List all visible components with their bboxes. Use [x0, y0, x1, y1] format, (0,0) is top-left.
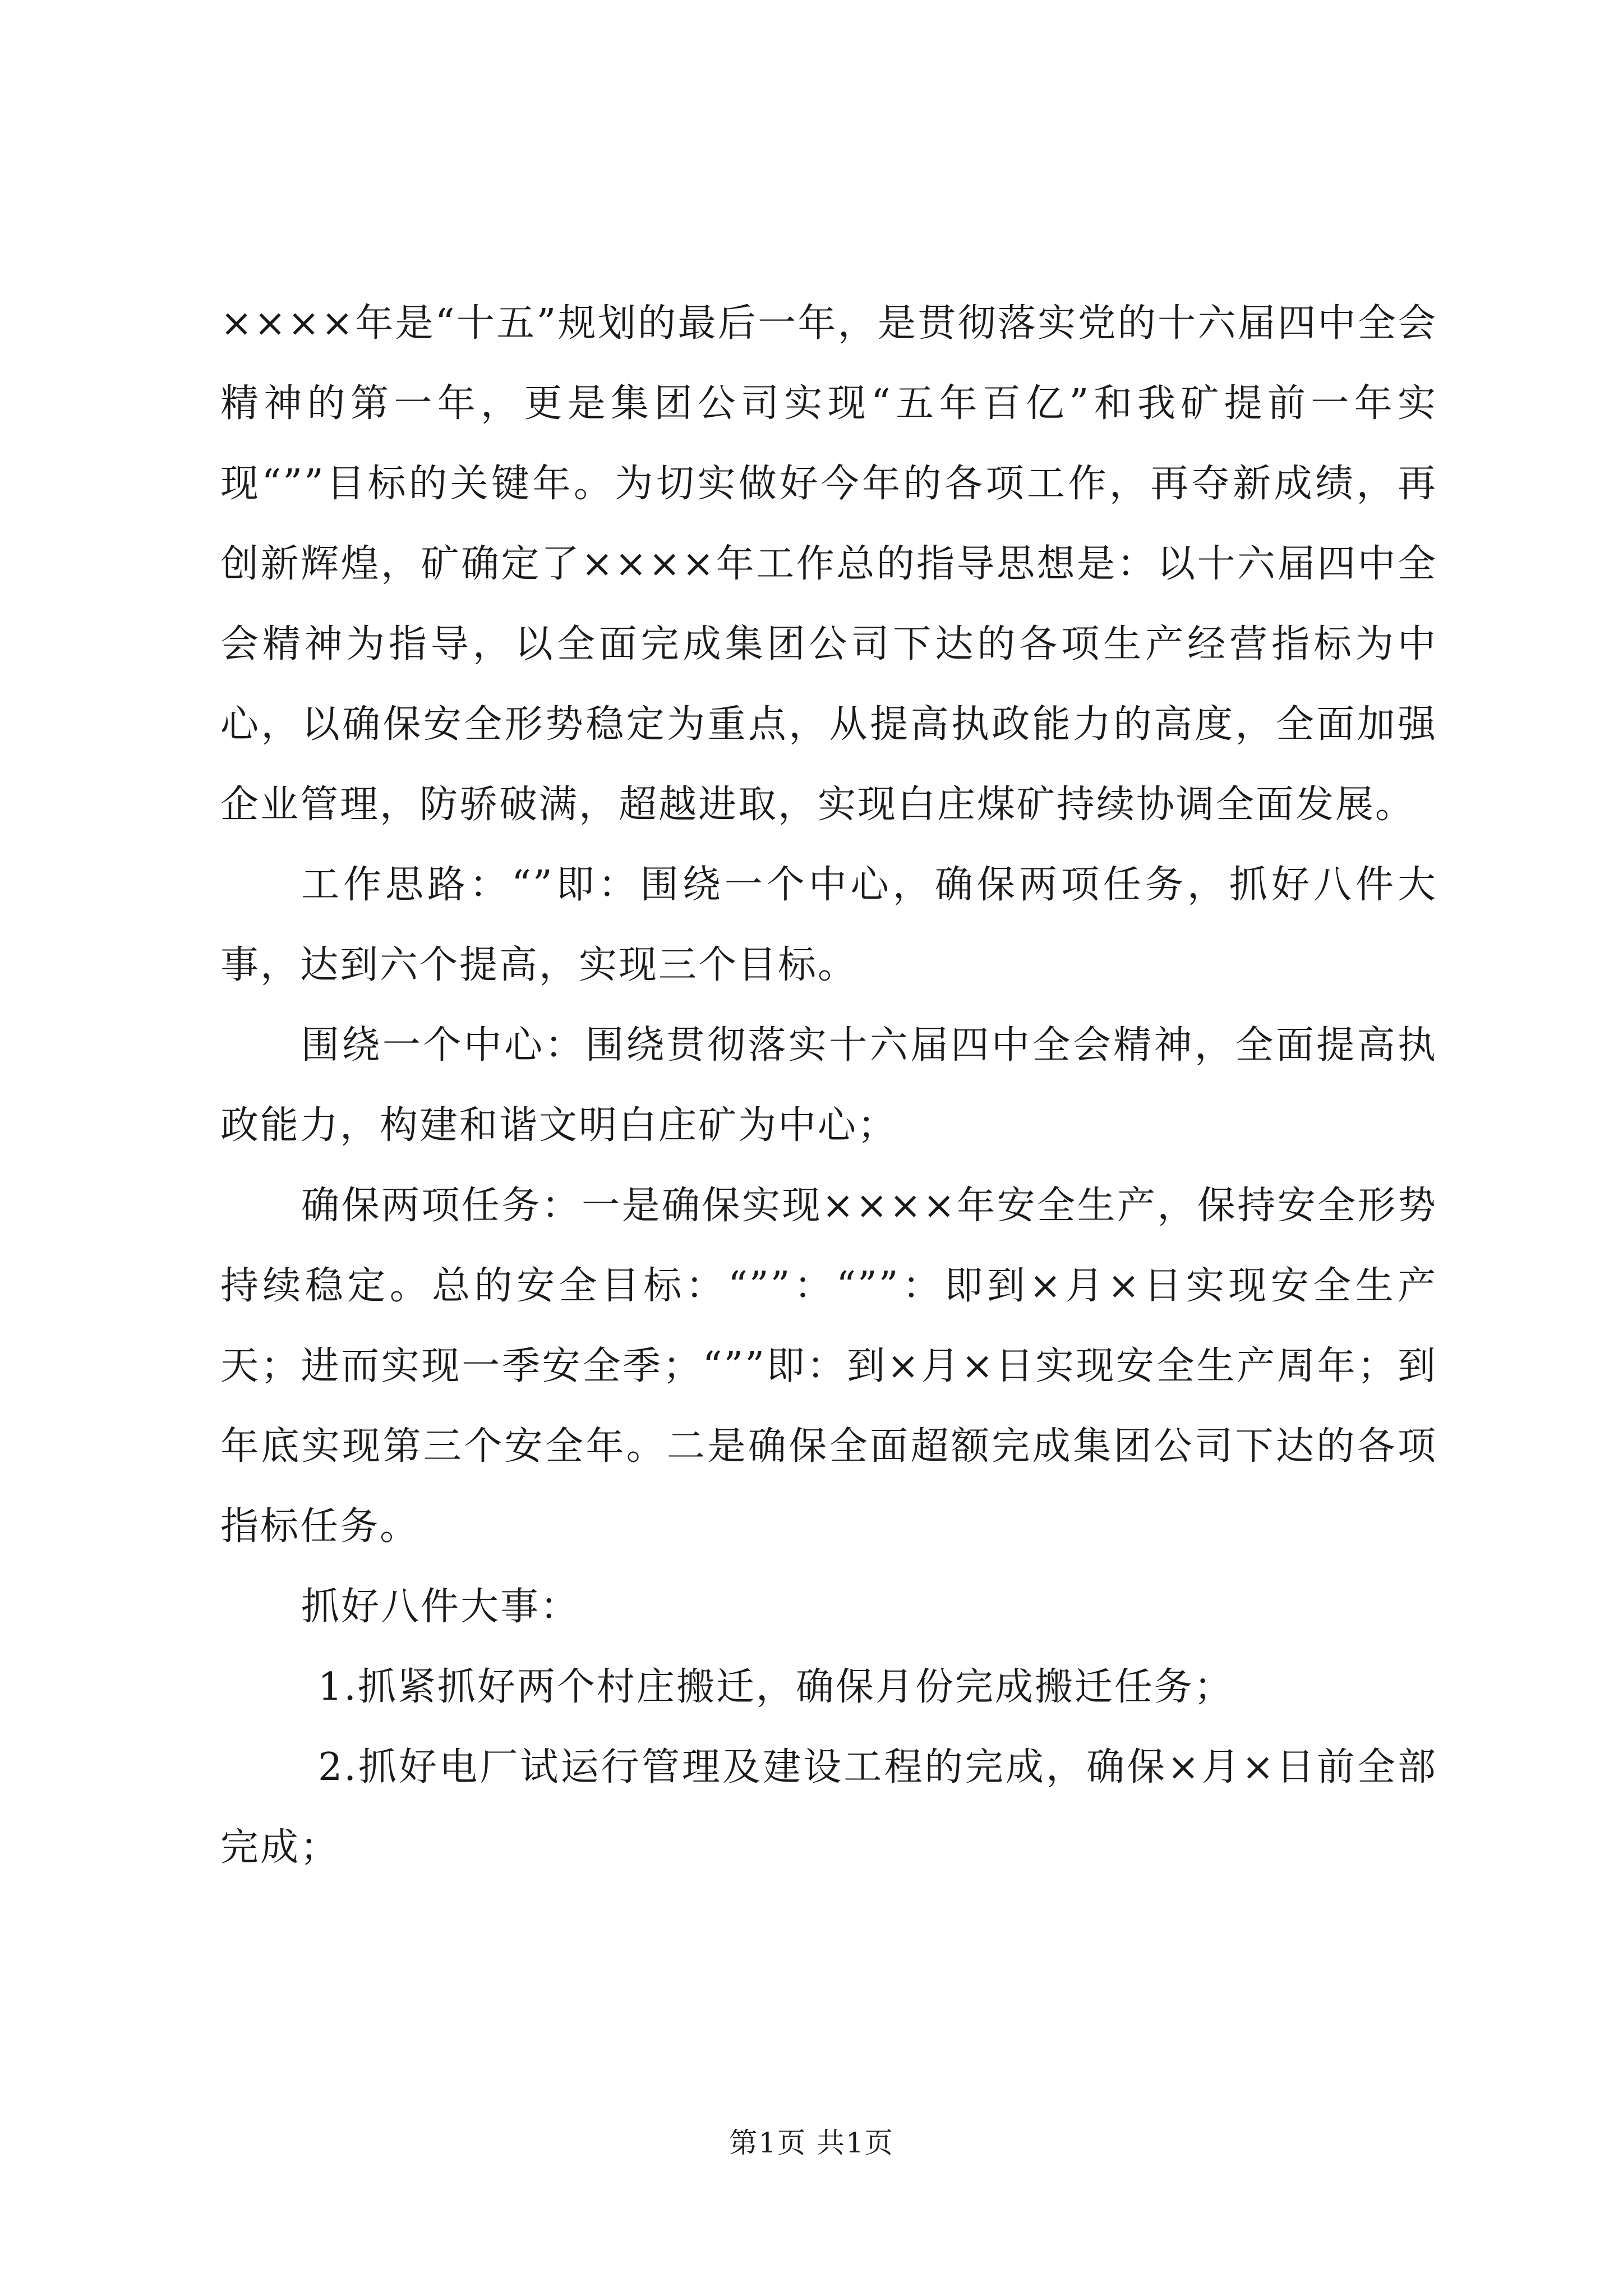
paragraph-two-tasks: 确保两项任务：一是确保实现××××年安全生产，保持安全形势持续稳定。总的安全目标：“””：“””：即到×月×日实现安全生产天；进而实现一季安全季；“””即：到×月×日实现安全生产周年；到年底实现第三个安全年。二是确保全面超额完成集团公司下达的各项指标任务。: [220, 1184, 1437, 1549]
page-footer: 第1页 共1页: [729, 2127, 894, 2159]
document-body: [220, 283, 1437, 1888]
list-item: 1.抓紧抓好两个村庄搬迁，确保月份完成搬迁任务；: [318, 1665, 1234, 1709]
list-item: 2.抓好电厂试运行管理及建设工程的完成，确保×月×日前全部完成；: [220, 1745, 1437, 1870]
paragraph-work-approach: 工作思路：“”即：围绕一个中心，确保两项任务，抓好八件大事，达到六个提高，实现三个目标。: [220, 863, 1437, 987]
paragraph-intro: ××××年是“十五”规划的最后一年，是贯彻落实党的十六届四中全会精神的第一年，更是集团公司实现“五年百亿”和我矿提前一年实现“””目标的关键年。为切实做好今年的各项工作，再夺新成绩，再创新辉煌，矿确定了××××年工作总的指导思想是：以十六届四中全会精神为指导，以全面完成集团公司下达的各项生产经营指标为中心，以确保安全形势稳定为重点，从提高执政能力的高度，全面加强企业管理，防骄破满，超越进取，实现白庄煤矿持续协调全面发展。: [220, 301, 1437, 827]
paragraph-one-center: 围绕一个中心：围绕贯彻落实十六届四中全会精神，全面提高执政能力，构建和谐文明白庄矿为中心；: [220, 1023, 1437, 1148]
paragraph-eight-matters-heading: 抓好八件大事：: [301, 1585, 580, 1629]
